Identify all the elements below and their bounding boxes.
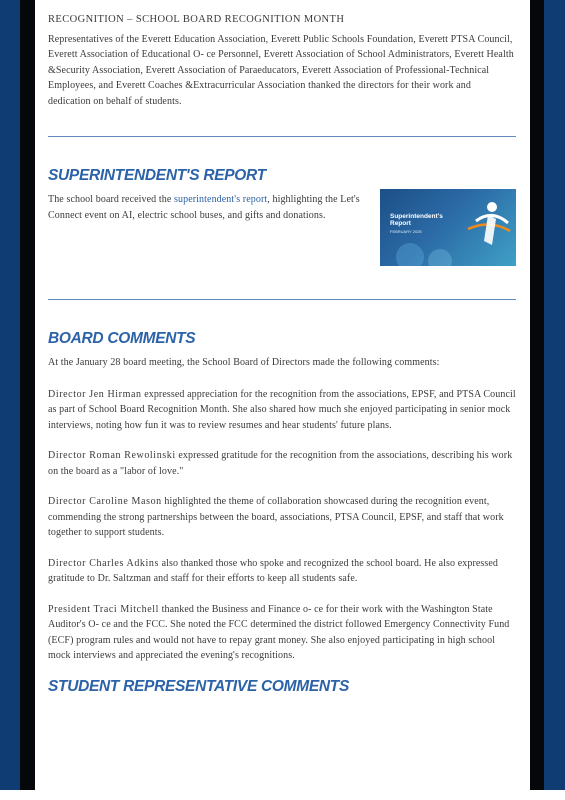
comment-text: thanked the Business and Finance o- ce for their work with the Washington State Auditor's O- ce and the FCC. She noted the FCC determined the district followed Emergency Connectivity Fund (ECF) program rules and would not have to repay grant money. She also enjoyed participating in high school mock interviews and appreciated the evening's recognitions. [48,603,510,661]
board-comment [48,494,516,541]
board-comment [48,602,516,664]
superintendent-block [48,192,516,292]
comment-text: highlighted the theme of collaboration showcased during the recognition event, commending the strong partnerships between the board, associations, PTSA Council, EPSF, and staff that work together to support students. [48,496,504,538]
right-dark-border [530,0,544,790]
comment-text: expressed gratitude for the recognition from the associations, describing his work on the board as a "labor of love." [48,450,513,477]
board-comment [48,448,516,479]
divider [48,299,516,300]
right-blue-border [544,0,565,790]
comment-text: expressed appreciation for the recognition from the associations, EPSF, and PTSA Council as part of School Board Recognition Month. She also shared how much she enjoyed participating in senior mock interviews, noting how fun it was to review resumes and hear students' future plans. [48,388,516,431]
report-image-subtitle: FEBRUARY 2025 [390,229,422,234]
board-comment [48,556,516,587]
superintendent-report-image[interactable] [380,189,516,266]
board-intro: At the January 28 board meeting, the School Board of Directors made the following comments: [48,357,440,368]
left-dark-border [20,0,35,790]
newsletter-content [35,0,530,790]
superintendent-report-link[interactable]: superintendent's report [174,194,268,205]
student-comments-heading: STUDENT REPRESENTATIVE COMMENTS [48,677,350,695]
recognition-body: Representatives of the Everett Education Association, Everett Public Schools Foundation, Everett PTSA Council, Everett Association of Educational O- ce Personnel, Everett Association of School Administrators, Everett Health &Security Association, Everett Association of Paraeducators, Everett Association of Professional-Technical Employees, and Everett Coaches &Extracurricular Association thanked the directors for their work and dedication on behalf of students. [48,33,514,107]
comment-author: Director Roman Rewolinski [48,450,176,461]
report-image-title: Superintendent's Report [390,213,443,227]
comment-author: Director Charles Adkins [48,557,160,569]
comment-text: also thanked those who spoke and recognized the school board. He also expressed gratitude to Dr. Saltzman and staff for their efforts to keep all students safe. [48,557,499,584]
left-blue-border [0,0,20,790]
recognition-title: RECOGNITION – SCHOOL BOARD RECOGNITION MONTH [48,14,345,25]
comment-author: Director Jen Hirman [48,388,142,400]
comment-author: Director Caroline Mason [48,496,162,507]
superintendent-heading: SUPERINTENDENT'S REPORT [48,167,266,184]
board-comment [48,387,516,434]
report-graphic-icon [380,189,516,266]
superintendent-text: The school board received the superintendent's report, highlighting the Let's Connect event on AI, electric school buses, and gifts and donations. [48,194,360,221]
divider [48,136,516,137]
comment-author: President Traci Mitchell [48,603,160,615]
board-comments-heading: BOARD COMMENTS [48,330,196,347]
